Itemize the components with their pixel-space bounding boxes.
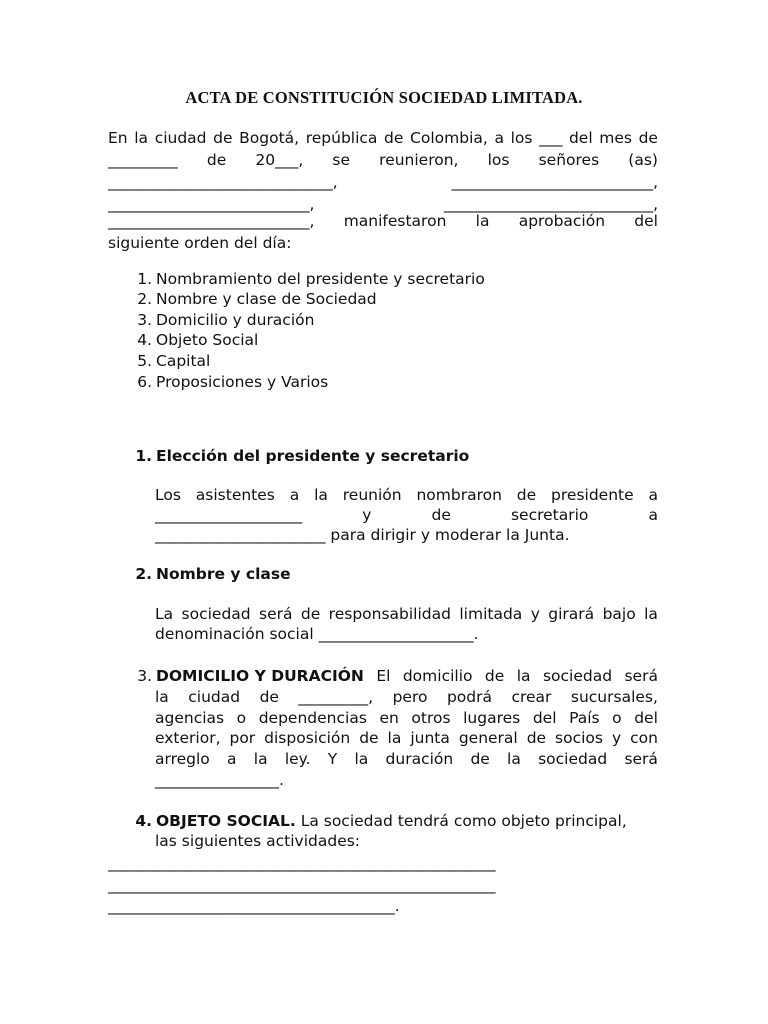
section-3-line-2 [155, 687, 658, 707]
section-1-line-3: ______________________ para dirigir y moderar la Junta. [155, 526, 570, 544]
word: junta [410, 729, 450, 747]
section-2-line-1 [155, 604, 658, 624]
intro-line-1 [108, 128, 658, 148]
word: mes [599, 129, 632, 147]
agenda-item: 3. Domicilio y duración [137, 311, 315, 329]
word: será [624, 750, 658, 768]
word: de [359, 729, 379, 747]
word: la [387, 729, 402, 747]
section-3-line-5 [155, 749, 658, 769]
intro-line-5 [108, 211, 658, 231]
word: Y [327, 750, 338, 768]
word: de [470, 750, 490, 768]
word: será [259, 605, 293, 623]
word: ciudad [154, 129, 207, 147]
word: domicilio [402, 667, 473, 685]
word: de [431, 506, 451, 524]
word: la [134, 129, 149, 147]
word: a [289, 486, 300, 504]
word: señores [538, 151, 600, 169]
agenda-item: 2. Nombre y clase de Sociedad [137, 290, 377, 308]
section-3-line-1: 3. DOMICILIO Y DURACIÓN El domicilio de la sociedad será [137, 667, 658, 685]
agenda-item: 6. Proposiciones y Varios [137, 373, 329, 391]
word: de [213, 129, 233, 147]
word: de [300, 605, 321, 623]
word: la [253, 750, 268, 768]
word: la [354, 750, 369, 768]
section-4-blank-line-3: _____________________________________. [108, 897, 400, 915]
word: la [644, 605, 658, 623]
word: La [155, 605, 174, 623]
word: la [475, 212, 490, 230]
word: bajo [602, 605, 636, 623]
word: a [648, 486, 658, 504]
word: a [227, 750, 237, 768]
word: del [634, 709, 658, 727]
word: a [494, 129, 504, 147]
section-3-line-3 [155, 708, 658, 728]
word: dependencias [258, 709, 367, 727]
section-1-line-2 [155, 505, 658, 525]
word: _____________________________, [108, 173, 338, 191]
word: lugares [463, 709, 521, 727]
section-3-line-4 [155, 728, 658, 748]
word: sucursales, [570, 688, 658, 706]
word: en [379, 709, 399, 727]
word: la [314, 486, 328, 504]
section-4-blank-line-1: __________________________________________________ [108, 854, 496, 872]
word: sociedad [542, 667, 613, 685]
word: otros [411, 709, 451, 727]
word: de [638, 129, 658, 147]
document-title: ACTA DE CONSTITUCIÓN SOCIEDAD LIMITADA. [185, 88, 583, 107]
word: agencias [155, 709, 225, 727]
word: la [516, 667, 531, 685]
word: nombraron [416, 486, 502, 504]
word: la [155, 688, 169, 706]
word: ciudad [188, 688, 241, 706]
agenda-item: 4. Objeto Social [137, 331, 259, 349]
word: El [376, 667, 391, 685]
word: del [568, 129, 593, 147]
word: será [624, 667, 658, 685]
word: de [484, 667, 505, 685]
word: y [362, 506, 372, 524]
intro-line-6: siguiente orden del día: [108, 234, 292, 252]
word: presidente [551, 486, 634, 504]
word: ___________________ [155, 506, 303, 524]
section-3-line-6: ________________. [155, 771, 284, 789]
word: del [634, 212, 658, 230]
word: arreglo [155, 750, 210, 768]
word: por [229, 729, 256, 747]
section-1-heading: 1. Elección del presidente y secretario [135, 447, 470, 465]
word: de [526, 729, 547, 747]
word: 20___, [255, 151, 304, 169]
word: _________ [108, 151, 178, 169]
word: o [612, 709, 622, 727]
word: la [507, 750, 521, 768]
word: _________, [298, 688, 374, 706]
word: girará [548, 605, 595, 623]
section-1-line-1 [155, 485, 658, 505]
word: los [487, 151, 510, 169]
word: aprobación [518, 212, 606, 230]
word: reunieron, [379, 151, 459, 169]
word: País [569, 709, 600, 727]
word: se [332, 151, 351, 169]
word: ___________________________, [443, 195, 658, 213]
word: sociedad [181, 605, 251, 623]
agenda-item: 1. Nombramiento del presidente y secretario [137, 270, 485, 288]
word: y [611, 729, 622, 747]
word: disposición [264, 729, 351, 747]
word: __________________________, [451, 173, 658, 191]
word: podrá [446, 688, 492, 706]
word: de [516, 486, 537, 504]
word: manifestaron [343, 212, 447, 230]
word: Bogotá, [239, 129, 300, 147]
word: __________________________, [108, 195, 315, 213]
intro-line-3 [108, 172, 658, 192]
word: del [532, 709, 557, 727]
word: __________________________, [108, 212, 315, 230]
word: asistentes [195, 486, 275, 504]
word: y [530, 605, 540, 623]
word: de [384, 129, 404, 147]
intro-line-2 [108, 150, 658, 170]
section-4-line-2: las siguientes actividades: [155, 832, 361, 850]
word: limitada [459, 605, 523, 623]
word: de [206, 151, 227, 169]
word: En [108, 129, 128, 147]
word: Colombia, [410, 129, 488, 147]
word: los [510, 129, 533, 147]
section-4-blank-line-2: __________________________________________________ [108, 876, 496, 894]
word: responsabilidad [328, 605, 451, 623]
word: duración [385, 750, 454, 768]
agenda-item: 5. Capital [137, 352, 211, 370]
word: (as) [628, 151, 658, 169]
word: pero [392, 688, 428, 706]
word: crear [511, 688, 552, 706]
word: exterior, [155, 729, 221, 747]
word: Los [155, 486, 181, 504]
word: república [305, 129, 378, 147]
section-2-line-2: denominación social ____________________. [155, 625, 479, 643]
word: con [630, 729, 658, 747]
word: reunión [342, 486, 402, 504]
word: socios [555, 729, 603, 747]
word: ___ [539, 129, 563, 147]
word: general [458, 729, 518, 747]
section-2-heading: 2. Nombre y clase [135, 565, 291, 583]
word: o [236, 709, 247, 727]
word: sociedad [538, 750, 608, 768]
word: de [259, 688, 279, 706]
word: a [648, 506, 658, 524]
section-4-line-1: 4. OBJETO SOCIAL. La sociedad tendrá como objeto principal, [135, 812, 627, 830]
word: secretario [510, 506, 589, 524]
word: ley. [284, 750, 311, 768]
